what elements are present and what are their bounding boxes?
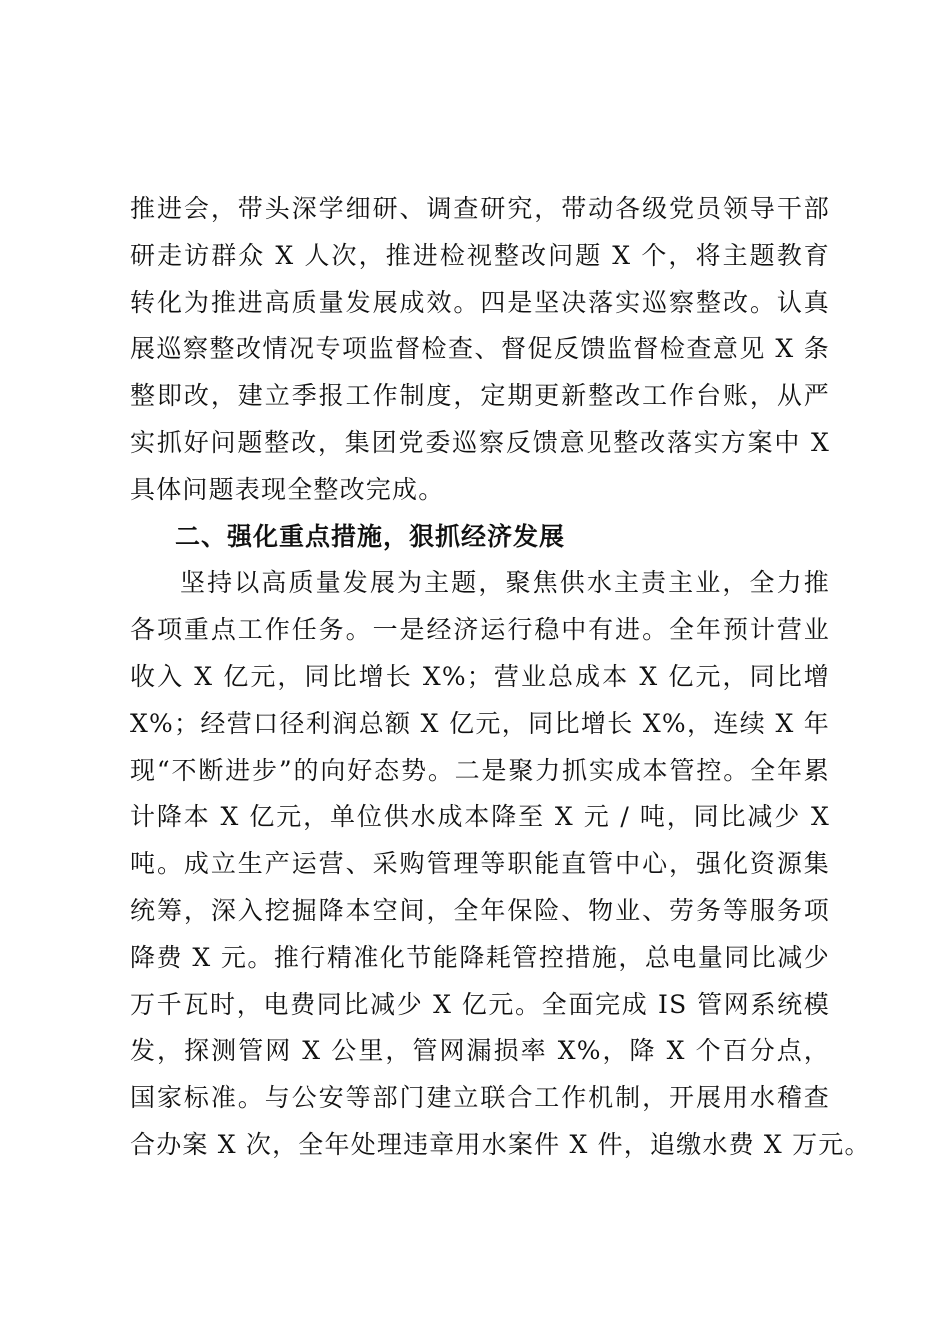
- text-line: 合办案 X 次，全年处理违章用水案件 X 件，追缴水费 X 万元。: [130, 1129, 871, 1159]
- paragraph-1: [130, 186, 830, 514]
- text-line: 发，探测管网 X 公里，管网漏损率 X%，降 X 个百分点，: [130, 1036, 830, 1066]
- text-line: 整即改，建立季报工作制度，定期更新整改工作台账，从严: [130, 381, 830, 411]
- text-line: 吨。成立生产运营、采购管理等职能直管中心，强化资源集: [130, 849, 830, 879]
- text-line: 转化为推进高质量发展成效。四是坚决落实巡察整改。认真: [130, 287, 830, 317]
- text-line: 国家标准。与公安等部门建立联合工作机制，开展用水稽查: [130, 1083, 830, 1113]
- paragraph-2: [130, 560, 871, 1168]
- text-line: 推进会，带头深学细研、调查研究，带动各级党员领导干部: [130, 194, 830, 223]
- text-line: 计降本 X 亿元，单位供水成本降至 X 元 / 吨，同比减少 X: [130, 802, 830, 832]
- text-line: 降费 X 元。推行精准化节能降耗管控措施，总电量同比减少: [130, 942, 830, 972]
- text-line: 收入 X 亿元，同比增长 X%；营业总成本 X 亿元，同比增: [130, 661, 830, 691]
- text-line: 坚持以高质量发展为主题，聚焦供水主责主业，全力推: [180, 568, 830, 598]
- text-line: 研走访群众 X 人次，推进检视整改问题 X 个，将主题教育: [130, 240, 830, 270]
- text-line: 展巡察整改情况专项监督检查、督促反馈监督检查意见 X 条: [130, 334, 830, 364]
- text-line: 具体问题表现全整改完成。: [130, 474, 445, 504]
- text-line: 实抓好问题整改，集团党委巡察反馈意见整改落实方案中 X: [130, 427, 830, 457]
- text-line: 统筹，深入挖掘降本空间，全年保险、物业、劳务等服务项: [130, 895, 830, 925]
- document-body: [130, 186, 871, 1169]
- text-line: X%；经营口径利润总额 X 亿元，同比增长 X%，连续 X 年: [130, 708, 830, 738]
- text-line: 万千瓦时，电费同比减少 X 亿元。全面完成 IS 管网系统模: [130, 989, 830, 1019]
- text-line: 现“不断进步”的向好态势。二是聚力抓实成本管控。全年累: [130, 755, 830, 785]
- text-line: 各项重点工作任务。一是经济运行稳中有进。全年预计营业: [130, 615, 830, 645]
- section-heading: 二、强化重点措施，狠抓经济发展: [175, 521, 566, 551]
